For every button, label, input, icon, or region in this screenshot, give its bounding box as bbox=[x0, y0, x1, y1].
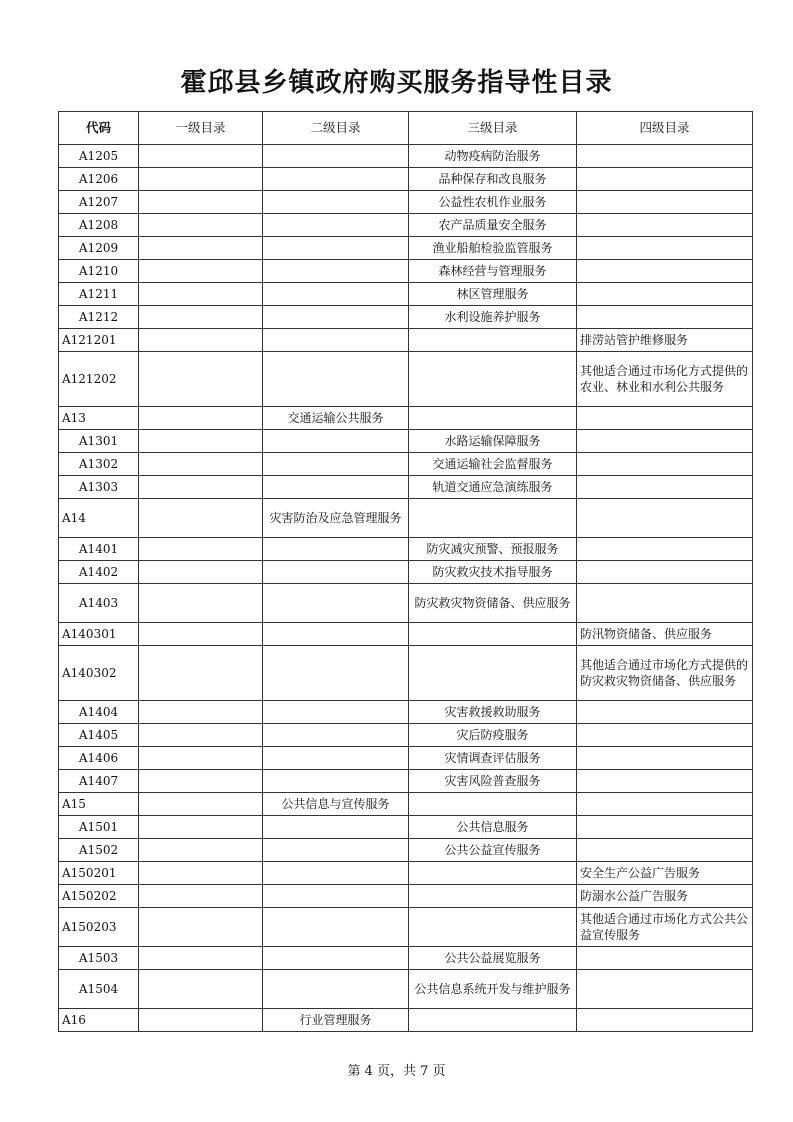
row-level3: 灾情调查评估服务 bbox=[409, 747, 577, 770]
row-code: A1208 bbox=[59, 214, 139, 237]
table-header-row bbox=[59, 112, 753, 145]
row-level4 bbox=[577, 816, 753, 839]
row-level3: 灾害风险普查服务 bbox=[409, 770, 577, 793]
row-level1 bbox=[139, 538, 263, 561]
row-level1 bbox=[139, 646, 263, 701]
row-code: A1402 bbox=[59, 561, 139, 584]
table-row bbox=[59, 237, 753, 260]
row-level4 bbox=[577, 407, 753, 430]
row-code: A1503 bbox=[59, 947, 139, 970]
row-level2 bbox=[263, 885, 409, 908]
row-level4 bbox=[577, 701, 753, 724]
row-level3: 轨道交通应急演练服务 bbox=[409, 476, 577, 499]
page-footer: 第 4 页，共 7 页 bbox=[347, 1064, 446, 1079]
row-level1 bbox=[139, 1009, 263, 1032]
row-level1 bbox=[139, 862, 263, 885]
table-row bbox=[59, 908, 753, 947]
row-level2 bbox=[263, 947, 409, 970]
table-row bbox=[59, 168, 753, 191]
row-level2 bbox=[263, 352, 409, 407]
table-row bbox=[59, 793, 753, 816]
table-row bbox=[59, 260, 753, 283]
document-title: 霍邱县乡镇政府购买服务指导性目录 bbox=[180, 68, 613, 98]
row-level3: 交通运输社会监督服务 bbox=[409, 453, 577, 476]
row-code: A1502 bbox=[59, 839, 139, 862]
row-code: A13 bbox=[59, 407, 139, 430]
row-code: A121201 bbox=[59, 329, 139, 352]
row-level3: 水利设施养护服务 bbox=[409, 306, 577, 329]
row-level4: 防溺水公益广告服务 bbox=[577, 885, 753, 908]
row-level1 bbox=[139, 407, 263, 430]
table-row bbox=[59, 430, 753, 453]
row-code: A1406 bbox=[59, 747, 139, 770]
row-level2 bbox=[263, 430, 409, 453]
table-row bbox=[59, 701, 753, 724]
row-level1 bbox=[139, 770, 263, 793]
row-level3 bbox=[409, 793, 577, 816]
table-row bbox=[59, 476, 753, 499]
header-code: 代码 bbox=[59, 112, 139, 145]
table-row bbox=[59, 770, 753, 793]
row-level3: 防灾减灾预警、预报服务 bbox=[409, 538, 577, 561]
row-level1 bbox=[139, 701, 263, 724]
row-level3: 林区管理服务 bbox=[409, 283, 577, 306]
row-level3: 动物疫病防治服务 bbox=[409, 145, 577, 168]
row-code: A1404 bbox=[59, 701, 139, 724]
row-code: A140301 bbox=[59, 623, 139, 646]
row-level3: 公共公益展览服务 bbox=[409, 947, 577, 970]
row-level1 bbox=[139, 839, 263, 862]
row-level1 bbox=[139, 352, 263, 407]
table-row bbox=[59, 862, 753, 885]
row-level1 bbox=[139, 747, 263, 770]
row-level2 bbox=[263, 839, 409, 862]
row-level3 bbox=[409, 499, 577, 538]
row-level1 bbox=[139, 145, 263, 168]
row-level4 bbox=[577, 168, 753, 191]
row-level3: 公共信息系统开发与维护服务 bbox=[409, 970, 577, 1009]
row-level4 bbox=[577, 453, 753, 476]
row-level1 bbox=[139, 306, 263, 329]
row-level3: 灾害救援救助服务 bbox=[409, 701, 577, 724]
row-level2 bbox=[263, 329, 409, 352]
row-level1 bbox=[139, 237, 263, 260]
row-level2 bbox=[263, 816, 409, 839]
row-level1 bbox=[139, 970, 263, 1009]
table-body bbox=[59, 145, 753, 1032]
row-level4 bbox=[577, 145, 753, 168]
row-code: A1407 bbox=[59, 770, 139, 793]
row-code: A15 bbox=[59, 793, 139, 816]
row-level2 bbox=[263, 191, 409, 214]
table-row bbox=[59, 352, 753, 407]
row-level2 bbox=[263, 701, 409, 724]
row-level1 bbox=[139, 260, 263, 283]
row-level2 bbox=[263, 646, 409, 701]
row-level2 bbox=[263, 168, 409, 191]
row-level4 bbox=[577, 724, 753, 747]
row-level1 bbox=[139, 430, 263, 453]
row-level4 bbox=[577, 306, 753, 329]
row-level4 bbox=[577, 283, 753, 306]
row-code: A1212 bbox=[59, 306, 139, 329]
row-code: A1403 bbox=[59, 584, 139, 623]
row-level1 bbox=[139, 561, 263, 584]
table-row bbox=[59, 453, 753, 476]
row-code: A1303 bbox=[59, 476, 139, 499]
row-level4 bbox=[577, 214, 753, 237]
row-level2 bbox=[263, 724, 409, 747]
row-level1 bbox=[139, 724, 263, 747]
row-level1 bbox=[139, 584, 263, 623]
row-code: A1205 bbox=[59, 145, 139, 168]
row-level2 bbox=[263, 862, 409, 885]
row-level2 bbox=[263, 747, 409, 770]
row-code: A1405 bbox=[59, 724, 139, 747]
row-level3: 农产品质量安全服务 bbox=[409, 214, 577, 237]
row-level3: 森林经营与管理服务 bbox=[409, 260, 577, 283]
row-level4: 排涝站管护维修服务 bbox=[577, 329, 753, 352]
row-level4 bbox=[577, 970, 753, 1009]
row-code: A1301 bbox=[59, 430, 139, 453]
table-row bbox=[59, 1009, 753, 1032]
row-level2 bbox=[263, 908, 409, 947]
row-level3 bbox=[409, 908, 577, 947]
row-level4 bbox=[577, 793, 753, 816]
row-level1 bbox=[139, 283, 263, 306]
row-level2 bbox=[263, 237, 409, 260]
table-row bbox=[59, 306, 753, 329]
row-level2 bbox=[263, 770, 409, 793]
row-level4 bbox=[577, 191, 753, 214]
row-level1 bbox=[139, 499, 263, 538]
table-row bbox=[59, 646, 753, 701]
row-level2: 行业管理服务 bbox=[263, 1009, 409, 1032]
row-level2 bbox=[263, 283, 409, 306]
row-level3 bbox=[409, 1009, 577, 1032]
row-code: A14 bbox=[59, 499, 139, 538]
row-level3: 水路运输保障服务 bbox=[409, 430, 577, 453]
row-level2: 灾害防治及应急管理服务 bbox=[263, 499, 409, 538]
row-code: A1206 bbox=[59, 168, 139, 191]
row-level1 bbox=[139, 191, 263, 214]
row-level4 bbox=[577, 770, 753, 793]
row-level2 bbox=[263, 306, 409, 329]
table-row bbox=[59, 145, 753, 168]
table-row bbox=[59, 816, 753, 839]
table-row bbox=[59, 623, 753, 646]
row-level3 bbox=[409, 407, 577, 430]
header-level1: 一级目录 bbox=[139, 112, 263, 145]
row-level4: 安全生产公益广告服务 bbox=[577, 862, 753, 885]
row-level4 bbox=[577, 747, 753, 770]
row-level3 bbox=[409, 352, 577, 407]
row-level4 bbox=[577, 947, 753, 970]
row-code: A1210 bbox=[59, 260, 139, 283]
row-code: A1209 bbox=[59, 237, 139, 260]
row-level2 bbox=[263, 453, 409, 476]
row-level1 bbox=[139, 623, 263, 646]
row-level4 bbox=[577, 260, 753, 283]
table-row bbox=[59, 561, 753, 584]
row-level2 bbox=[263, 623, 409, 646]
row-level4: 防汛物资储备、供应服务 bbox=[577, 623, 753, 646]
row-level4 bbox=[577, 476, 753, 499]
row-level2: 交通运输公共服务 bbox=[263, 407, 409, 430]
table-row bbox=[59, 407, 753, 430]
table-row bbox=[59, 839, 753, 862]
row-level1 bbox=[139, 816, 263, 839]
row-level3 bbox=[409, 885, 577, 908]
row-level4 bbox=[577, 584, 753, 623]
row-level3: 渔业船舶检验监管服务 bbox=[409, 237, 577, 260]
row-level4 bbox=[577, 430, 753, 453]
row-level1 bbox=[139, 908, 263, 947]
row-level1 bbox=[139, 214, 263, 237]
row-level4 bbox=[577, 499, 753, 538]
row-code: A150202 bbox=[59, 885, 139, 908]
table-row bbox=[59, 538, 753, 561]
row-code: A1302 bbox=[59, 453, 139, 476]
row-code: A140302 bbox=[59, 646, 139, 701]
table-row bbox=[59, 970, 753, 1009]
table-row bbox=[59, 214, 753, 237]
row-level3 bbox=[409, 646, 577, 701]
table-row bbox=[59, 191, 753, 214]
row-code: A1211 bbox=[59, 283, 139, 306]
table-row bbox=[59, 885, 753, 908]
table-row bbox=[59, 747, 753, 770]
row-level3: 灾后防疫服务 bbox=[409, 724, 577, 747]
row-level1 bbox=[139, 793, 263, 816]
row-level3: 公共公益宣传服务 bbox=[409, 839, 577, 862]
row-code: A150201 bbox=[59, 862, 139, 885]
row-level2 bbox=[263, 584, 409, 623]
row-level2 bbox=[263, 260, 409, 283]
row-level4 bbox=[577, 538, 753, 561]
table-row bbox=[59, 584, 753, 623]
row-level1 bbox=[139, 329, 263, 352]
table-row bbox=[59, 947, 753, 970]
row-level2 bbox=[263, 970, 409, 1009]
header-level3: 三级目录 bbox=[409, 112, 577, 145]
row-level3 bbox=[409, 862, 577, 885]
row-code: A1207 bbox=[59, 191, 139, 214]
table-row bbox=[59, 329, 753, 352]
row-code: A150203 bbox=[59, 908, 139, 947]
row-level2 bbox=[263, 476, 409, 499]
row-level3: 防灾救灾技术指导服务 bbox=[409, 561, 577, 584]
row-level1 bbox=[139, 453, 263, 476]
row-code: A1401 bbox=[59, 538, 139, 561]
row-level4: 其他适合通过市场化方式提供的农业、林业和水利公共服务 bbox=[577, 352, 753, 407]
header-level4: 四级目录 bbox=[577, 112, 753, 145]
row-level2 bbox=[263, 538, 409, 561]
row-level3: 公益性农机作业服务 bbox=[409, 191, 577, 214]
table-row bbox=[59, 499, 753, 538]
row-level1 bbox=[139, 885, 263, 908]
row-level3: 品种保存和改良服务 bbox=[409, 168, 577, 191]
row-level4 bbox=[577, 1009, 753, 1032]
row-level4 bbox=[577, 237, 753, 260]
row-code: A1504 bbox=[59, 970, 139, 1009]
row-level2 bbox=[263, 214, 409, 237]
row-level4: 其他适合通过市场化方式公共公益宣传服务 bbox=[577, 908, 753, 947]
row-level1 bbox=[139, 476, 263, 499]
header-level2: 二级目录 bbox=[263, 112, 409, 145]
row-level2 bbox=[263, 145, 409, 168]
table-row bbox=[59, 283, 753, 306]
row-level1 bbox=[139, 168, 263, 191]
row-level4: 其他适合通过市场化方式提供的防灾救灾物资储备、供应服务 bbox=[577, 646, 753, 701]
row-level3 bbox=[409, 329, 577, 352]
row-code: A16 bbox=[59, 1009, 139, 1032]
row-level2 bbox=[263, 561, 409, 584]
table-row bbox=[59, 724, 753, 747]
row-code: A121202 bbox=[59, 352, 139, 407]
row-level4 bbox=[577, 561, 753, 584]
row-level2: 公共信息与宣传服务 bbox=[263, 793, 409, 816]
catalog-table bbox=[58, 111, 753, 1032]
row-level3: 防灾救灾物资储备、供应服务 bbox=[409, 584, 577, 623]
row-level3 bbox=[409, 623, 577, 646]
row-level1 bbox=[139, 947, 263, 970]
row-level3: 公共信息服务 bbox=[409, 816, 577, 839]
row-code: A1501 bbox=[59, 816, 139, 839]
row-level4 bbox=[577, 839, 753, 862]
